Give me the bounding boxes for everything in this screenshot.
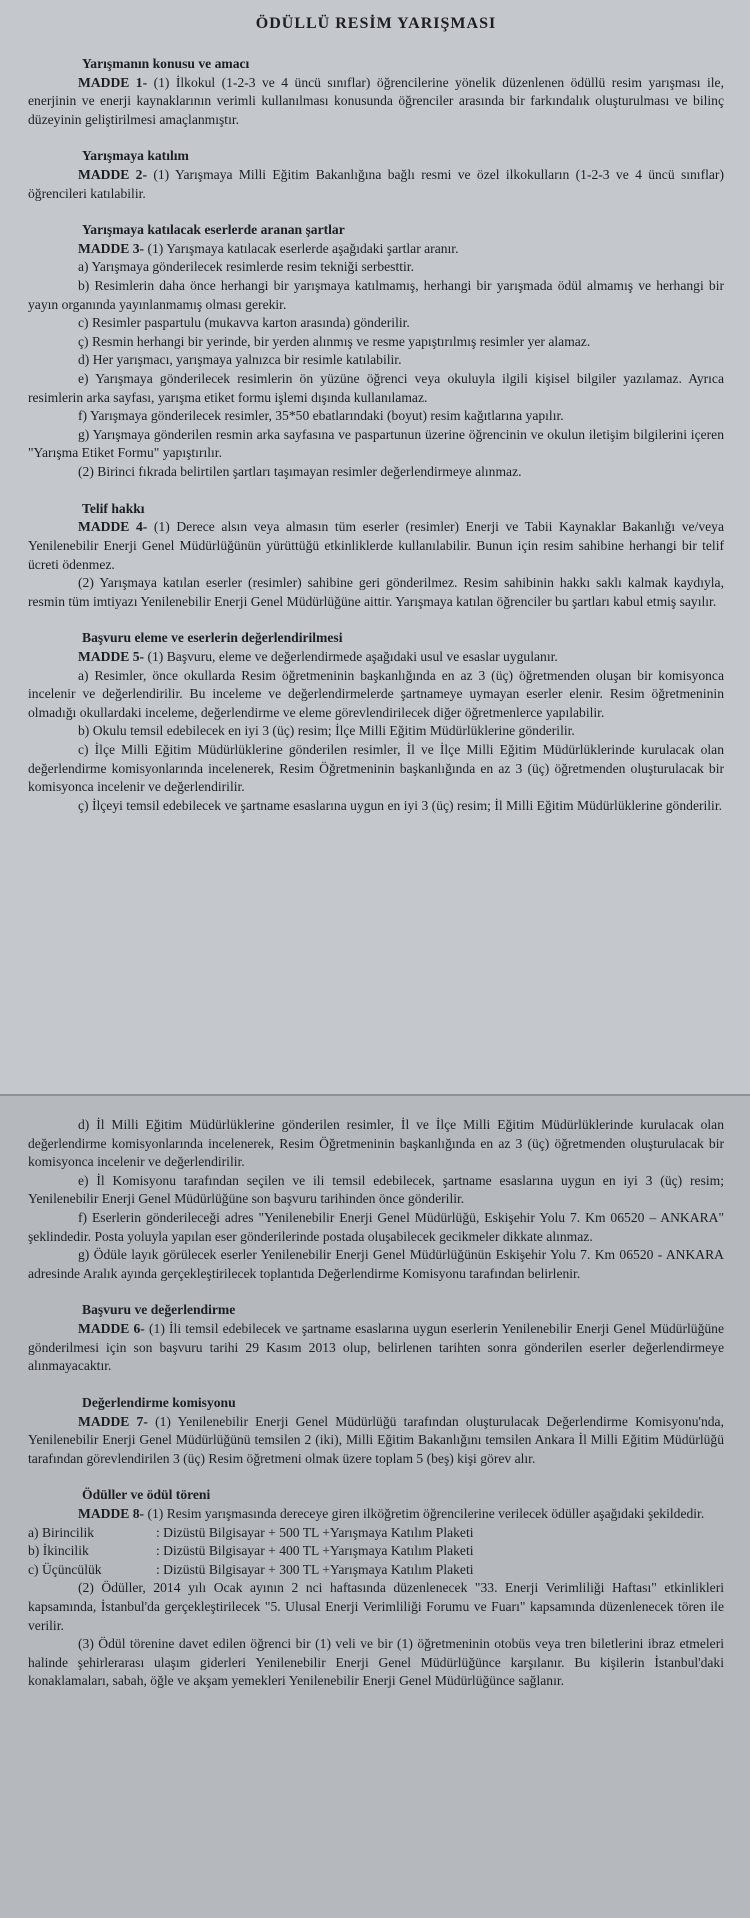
paragraph (28, 1246, 724, 1283)
award-rank: b) İkincilik (28, 1543, 89, 1559)
paragraph: (2) Ödüller, 2014 yılı Ocak ayının 2 nci haftasında düzenlenecek "33. Enerji Verimliliği Haftası" etkinlikleri kapsamında, İstanbul'da gerçekleştirilecek "5. Ulusal Enerji Verimliliği Forumu ve Fuarı" kapsamında düzenlenecek tören ile verilir. (28, 1580, 724, 1633)
paragraph-text: (1) Başvuru, eleme ve değerlendirmede aşağıdaki usul ve esaslar uygulanır. (144, 648, 558, 664)
award-prize: : Dizüstü Bilgisayar + 400 TL +Yarışmaya Katılım Plaketi (156, 1543, 474, 1559)
paragraph (28, 518, 724, 574)
paragraph (28, 277, 724, 314)
paragraph (28, 722, 724, 741)
paragraph (28, 74, 724, 130)
paragraph-text: f) Eserlerin gönderileceği adres "Yenilenebilir Enerji Genel Müdürlüğü, Eskişehir Yolu 7. Km 06520 – ANKARA" şeklindedir. Posta yoluyla yapılan eser gönderilerinde postada oluşabilecek gecikmeler dikkate alınmaz. (28, 1210, 724, 1244)
paragraph-text: (2) Yarışmaya katılan eserler (resimler) sahibine geri gönderilmez. Resim sahibinin hakkı saklı kalmak kaydıyla, resmin tüm imtiyazı Yenilenebilir Enerji Genel Müdürlüğüne aittir. Yarışmaya katılan öğrenciler bu şartları kabul etmiş sayılır. (28, 575, 724, 609)
paragraph-text: c) Resimler paspartulu (mukavva karton arasında) gönderilir. (78, 315, 410, 331)
award-row (28, 1561, 724, 1580)
paragraph (28, 1413, 724, 1469)
article-label: MADDE 4- (78, 519, 148, 535)
paragraph (28, 333, 724, 352)
paragraph-text: (1) Resim yarışmasında dereceye giren ilköğretim öğrencilerine verilecek ödüller aşağıdaki şekildedir. (144, 1505, 705, 1521)
paragraph (28, 166, 724, 203)
paragraph (28, 426, 724, 463)
article-section (28, 1394, 724, 1468)
paragraph (28, 351, 724, 370)
article-label: MADDE 7- (78, 1413, 148, 1429)
page-1-body (28, 55, 724, 816)
paragraph (28, 314, 724, 333)
section-heading: Telif hakkı (82, 500, 145, 516)
article-label: MADDE 1- (78, 74, 148, 90)
paragraph-text: (1) Yarışmaya Milli Eğitim Bakanlığına bağlı resmi ve özel ilkokulların (1-2-3 ve 4 üncü sınıflar) öğrencileri katılabilir. (28, 166, 724, 201)
paragraph (28, 648, 724, 667)
article-section (28, 1486, 724, 1523)
paragraph-text: f) Yarışmaya gönderilecek resimler, 35*50 ebatlarındaki (boyut) resim kağıtlarına yapılır. (78, 408, 564, 424)
article-label: MADDE 3- (78, 240, 145, 256)
paragraph: (3) Ödül törenine davet edilen öğrenci bir (1) veli ve bir (1) öğretmeninin otobüs veya tren biletlerini ibraz etmeleri halinde şehirlerarası ulaşım giderleri Yenilenebilir Enerji Genel Müdürlüğünce karşılanır. Bu kişilerin İstanbul'daki konaklamaları, sabah, öğle ve akşam yemekleri Yenilenebilir Enerji Genel Müdürlüğünce sağlanır. (28, 1636, 724, 1689)
section-heading: Ödüller ve ödül töreni (82, 1487, 211, 1503)
paragraph-text: g) Yarışmaya gönderilen resmin arka sayfasına ve paspartunun üzerine öğrencinin ve okulun iletişim bilgilerini içeren "Yarışma Etiket Formu" yapıştırılır. (28, 426, 724, 461)
paragraph-text: (1) Yarışmaya katılacak eserlerde aşağıdaki şartlar aranır. (144, 240, 459, 256)
paragraph (28, 667, 724, 723)
paragraph (28, 1505, 724, 1524)
section-heading: Yarışmaya katılım (82, 148, 189, 164)
paragraph (28, 463, 724, 482)
paragraph-text: a) Resimler, önce okullarda Resim öğretmeninin başkanlığında en az 3 (üç) öğretmenden oluşan bir komisyonca incelenir ve değerlendirilir. Bu inceleme ve değerlendirmelerde şartnameye uymayan eserler elenir. Resim öğretmeninin olmadığı okullardaki inceleme, değerlendirme ve eleme görevlendirilecek diğer öğretmenlerce yapılabilir. (28, 667, 724, 720)
paragraph (28, 1172, 724, 1209)
paragraph (28, 407, 724, 426)
section-heading: Yarışmaya katılacak eserlerde aranan şartlar (82, 222, 345, 238)
paragraph (28, 258, 724, 277)
award-row (28, 1524, 724, 1543)
paragraph (28, 797, 724, 816)
award-row (28, 1542, 724, 1561)
section-heading: Başvuru eleme ve eserlerin değerlendirilmesi (82, 630, 343, 646)
paragraph-text: (1) İlkokul (1-2-3 ve 4 üncü sınıflar) öğrencilerine yönelik düzenlenen ödüllü resim yarışması ile, enerjinin ve enerji kaynaklarının verimli kullanılması konusunda öğrenciler arasında bir farkındalık oluşturulması ve bilinç düzeyinin geliştirilmesi amaçlanmıştır. (28, 74, 724, 127)
paragraph-text: g) Ödüle layık görülecek eserler Yenilenebilir Enerji Genel Müdürlüğünün Eskişehir Yolu 7. Km 06520 - ANKARA adresinde Aralık ayında gerçekleştirilecek toplantıda Değerlendirme Komisyonu tarafından belirlenir. (28, 1247, 724, 1281)
paragraph-text: (1) Derece alsın veya almasın tüm eserler (resimler) Enerji ve Tabii Kaynaklar Bakanlığı ve/veya Yenilenebilir Enerji Genel Müdürlüğünün yürüttüğü etkinliklerde kullanılabilir. Bunun için resim sahibine herhangi bir telif ücreti ödenmez. (28, 519, 724, 572)
article-section (28, 629, 724, 815)
paragraph (28, 1320, 724, 1376)
paragraph-text: ç) İlçeyi temsil edebilecek ve şartname esaslarına uygun en iyi 3 (üç) resim; İl Milli Eğitim Müdürlüklerine gönderilir. (78, 797, 723, 813)
paragraph-text: (1) İli temsil edebilecek ve şartname esaslarına uygun eserlerin Yenilenebilir Enerji Genel Müdürlüğüne gönderilmesi için son başvuru tarihi 29 Kasım 2013 olup, belirlenen tarihten sonra gönderilen eserler değerlendirmeye alınmayacaktır. (28, 1321, 724, 1374)
document-title: ÖDÜLLÜ RESİM YARIŞMASI (255, 15, 497, 32)
article-section (28, 221, 724, 482)
paragraph-text: d) İl Milli Eğitim Müdürlüklerine gönderilen resimler, İl ve İlçe Milli Eğitim Müdürlüklerinde kurulacak olan değerlendirme komisyonlarında incelenerek, Resim Öğretmeninin başkanlığında en az 3 (üç) öğretmenden oluşturulacak bir komisyonca incelenir ve değerlendirilir. (28, 1117, 724, 1170)
document-page-2 (0, 1094, 750, 1918)
article-section (28, 147, 724, 203)
paragraph (28, 741, 724, 797)
article-section (28, 55, 724, 129)
article-section (28, 1116, 724, 1283)
paragraph-text: c) İlçe Milli Eğitim Müdürlüklerine gönderilen resimler, İl ve İlçe Milli Eğitim Müdürlüklerinde kurulacak olan değerlendirme komisyonlarında incelenerek, Resim Öğretmeninin başkanlığında en az 3 (üç) öğretmenden oluşturulacak bir komisyonca incelenir ve değerlendirilir. (28, 742, 724, 795)
award-rank: c) Üçüncülük (28, 1561, 102, 1577)
article-label: MADDE 8- (78, 1505, 145, 1521)
paragraph (28, 370, 724, 407)
closing-paragraphs (28, 1579, 724, 1691)
paragraph-text: ç) Resmin herhangi bir yerinde, bir yerden alınmış ve resme yapıştırılmış resimler yer alamaz. (78, 333, 591, 349)
paragraph-text: b) Okulu temsil edebilecek en iyi 3 (üç) resim; İlçe Milli Eğitim Müdürlüklerine gönderilir. (78, 723, 575, 739)
paragraph-text: (1) Yenilenebilir Enerji Genel Müdürlüğü tarafından oluşturulacak Değerlendirme Komisyonu'nda, Yenilenebilir Enerji Genel Müdürlüğünü temsilen 2 (iki), Milli Eğitim Bakanlığını temsilen Ankara İl Milli Eğitim Müdürlüğü tarafından görevlendirilen 3 (üç) Resim öğretmeni olmak üzere toplam 5 (beş) kişi görev alır. (28, 1413, 724, 1466)
section-heading: Yarışmanın konusu ve amacı (82, 55, 250, 71)
award-prize: : Dizüstü Bilgisayar + 300 TL +Yarışmaya Katılım Plaketi (156, 1561, 474, 1577)
paragraph-text: e) Yarışmaya gönderilecek resimlerin ön yüzüne öğrenci veya okuluyla ilgili kişisel bilgiler yazılamaz. Ayrıca resimlerin arka sayfası, yarışma etiket formu işlemi dışında kullanılamaz. (28, 371, 724, 405)
section-heading: Başvuru ve değerlendirme (82, 1302, 236, 1318)
paragraph-text: b) Resimlerin daha önce herhangi bir yarışmaya katılmamış, herhangi bir yarışmada ödül almamış ve herhangi bir yayın organında yayınlanmamış olması gerekir. (28, 278, 724, 312)
awards-list (28, 1524, 724, 1580)
award-rank: a) Birincilik (28, 1524, 95, 1540)
article-label: MADDE 6- (78, 1321, 145, 1337)
award-prize: : Dizüstü Bilgisayar + 500 TL +Yarışmaya Katılım Plaketi (156, 1524, 474, 1540)
page-2-body (28, 1116, 724, 1524)
article-label: MADDE 2- (78, 166, 147, 182)
paragraph (28, 1209, 724, 1246)
article-section (28, 1301, 724, 1375)
paragraph-text: e) İl Komisyonu tarafından seçilen ve ili temsil edebilecek, şartname esaslarına uygun en iyi 3 (üç) resim; Yenilenebilir Enerji Genel Müdürlüğüne son başvuru tarihinden önce gönderilir. (28, 1172, 724, 1207)
paragraph-text: (2) Birinci fıkrada belirtilen şartları taşımayan resimler değerlendirmeye alınmaz. (78, 464, 522, 480)
paragraph (28, 1116, 724, 1172)
article-section (28, 500, 724, 612)
paragraph-text: d) Her yarışmacı, yarışmaya yalnızca bir resimle katılabilir. (78, 352, 402, 368)
section-heading: Değerlendirme komisyonu (82, 1394, 236, 1410)
paragraph-text: a) Yarışmaya gönderilecek resimlerde resim tekniği serbesttir. (78, 259, 414, 275)
article-label: MADDE 5- (78, 648, 145, 664)
paragraph (28, 240, 724, 259)
paragraph (28, 574, 724, 611)
